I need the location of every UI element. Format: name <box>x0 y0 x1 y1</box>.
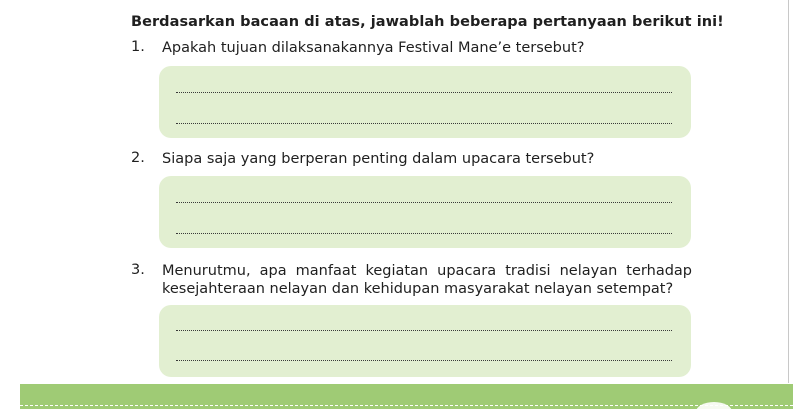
answer-line[interactable] <box>176 123 672 124</box>
page-edge-divider <box>788 0 789 383</box>
question-3-answer-box[interactable] <box>159 305 691 377</box>
question-1-number: 1. <box>131 39 145 55</box>
instruction-heading: Berdasarkan bacaan di atas, jawablah beberapa pertanyaan berikut ini! <box>131 14 724 30</box>
footer-cloud-decoration <box>696 402 732 409</box>
question-1-answer-box[interactable] <box>159 66 691 138</box>
question-3-text: Menurutmu, apa manfaat kegiatan upacara tradisi nelayan terhadap kesejahteraan nelayan dan kehidupan masyarakat nelayan setempat? <box>162 263 692 297</box>
question-2-number: 2. <box>131 150 145 166</box>
footer-band <box>20 384 793 409</box>
answer-line[interactable] <box>176 360 672 361</box>
answer-line[interactable] <box>176 202 672 203</box>
footer-dashed-divider <box>20 405 793 406</box>
answer-line[interactable] <box>176 330 672 331</box>
answer-line[interactable] <box>176 233 672 234</box>
question-2-answer-box[interactable] <box>159 176 691 248</box>
answer-line[interactable] <box>176 92 672 93</box>
question-1-text: Apakah tujuan dilaksanakannya Festival Mane’e tersebut? <box>162 40 585 56</box>
question-3-number: 3. <box>131 262 145 278</box>
question-2-text: Siapa saja yang berperan penting dalam upacara tersebut? <box>162 151 595 167</box>
